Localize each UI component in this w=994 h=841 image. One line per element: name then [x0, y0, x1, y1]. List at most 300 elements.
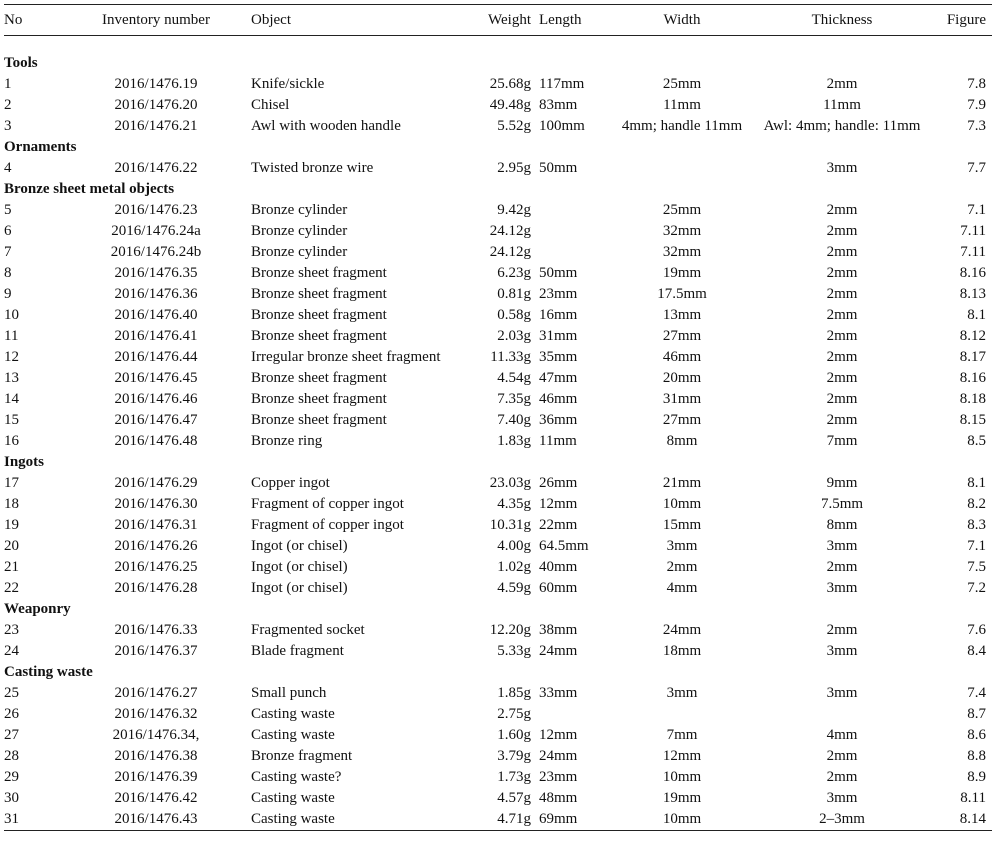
- cell-object: Casting waste: [251, 727, 335, 743]
- cell-figure: 8.16: [959, 265, 986, 281]
- table-row: [4, 557, 992, 578]
- cell-figure: 7.3: [967, 118, 986, 134]
- cell-object: Bronze sheet fragment: [251, 412, 387, 428]
- cell-no: 13: [4, 370, 19, 386]
- cell-length: 16mm: [539, 307, 578, 323]
- cell-width: 3mm: [666, 538, 698, 554]
- table-row: [4, 95, 992, 116]
- cell-figure: 7.5: [967, 559, 986, 575]
- cell-thickness: 3mm: [826, 580, 858, 596]
- cell-length: 100mm: [539, 118, 585, 134]
- cell-no: 18: [4, 496, 19, 512]
- cell-width: 10mm: [662, 769, 702, 785]
- cell-inventory-number: 2016/1476.19: [114, 76, 198, 92]
- cell-weight: 7.35g: [497, 391, 531, 407]
- cell-thickness: 4mm: [826, 727, 858, 743]
- cell-no: 19: [4, 517, 19, 533]
- cell-object: Casting waste: [251, 706, 335, 722]
- cell-no: 31: [4, 809, 66, 831]
- cell-weight: 49.48g: [489, 97, 531, 113]
- table-row: [4, 473, 992, 494]
- cell-inventory-number: 2016/1476.43: [66, 809, 246, 831]
- table-row: [4, 431, 992, 452]
- cell-figure: 8.14: [932, 809, 992, 831]
- cell-no: 17: [4, 475, 19, 491]
- cell-length: 48mm: [539, 790, 578, 806]
- section-title: Weaponry: [4, 601, 71, 617]
- header-object: Object: [246, 5, 472, 36]
- section-header-row: [4, 662, 992, 683]
- table-row: [4, 284, 992, 305]
- cell-figure: 8.17: [959, 349, 986, 365]
- cell-weight: 4.35g: [497, 496, 531, 512]
- cell-figure: 8.18: [959, 391, 986, 407]
- cell-thickness: 2mm: [826, 328, 858, 344]
- table-row: [4, 158, 992, 179]
- cell-no: 27: [4, 727, 19, 743]
- table-row: [4, 389, 992, 410]
- cell-figure: 8.9: [967, 769, 986, 785]
- cell-inventory-number: 2016/1476.38: [114, 748, 198, 764]
- cell-figure: 7.8: [967, 76, 986, 92]
- cell-thickness: 2mm: [826, 307, 858, 323]
- cell-length: 23mm: [539, 286, 578, 302]
- cell-inventory-number: 2016/1476.20: [114, 97, 198, 113]
- cell-width: 25mm: [662, 202, 702, 218]
- cell-weight: 2.75g: [497, 706, 531, 722]
- cell-object: Bronze sheet fragment: [251, 307, 387, 323]
- cell-inventory-number: 2016/1476.21: [114, 118, 198, 134]
- cell-figure: 8.2: [967, 496, 986, 512]
- cell-figure: 8.11: [960, 790, 986, 806]
- cell-inventory-number: 2016/1476.29: [114, 475, 198, 491]
- cell-thickness: 3mm: [826, 643, 858, 659]
- cell-weight: 0.81g: [497, 286, 531, 302]
- cell-no: 3: [4, 118, 12, 134]
- cell-length: 31mm: [539, 328, 578, 344]
- table-row: [4, 620, 992, 641]
- cell-length: 47mm: [539, 370, 578, 386]
- cell-object: Awl with wooden handle: [251, 118, 401, 134]
- cell-figure: 8.1: [967, 475, 986, 491]
- cell-no: 5: [4, 202, 12, 218]
- table-row: [4, 788, 992, 809]
- section-title: Tools: [4, 55, 38, 71]
- cell-length: 83mm: [539, 97, 578, 113]
- cell-weight: 1.73g: [497, 769, 531, 785]
- section-header-row: [4, 179, 992, 200]
- cell-inventory-number: 2016/1476.31: [114, 517, 198, 533]
- cell-object: Bronze cylinder: [251, 223, 348, 239]
- section-header-row: [4, 599, 992, 620]
- cell-weight: 6.23g: [497, 265, 531, 281]
- cell-width: 2mm: [666, 559, 698, 575]
- cell-weight: 11.33g: [490, 349, 531, 365]
- cell-no: 14: [4, 391, 19, 407]
- cell-width: 27mm: [662, 412, 702, 428]
- cell-thickness: 2mm: [826, 559, 858, 575]
- cell-width: 7mm: [666, 727, 698, 743]
- table-row: [4, 200, 992, 221]
- cell-width: [612, 704, 752, 725]
- cell-object: Twisted bronze wire: [251, 160, 374, 176]
- cell-no: 24: [4, 643, 19, 659]
- cell-object: Casting waste: [246, 809, 472, 831]
- cell-weight: 24.12g: [489, 244, 531, 260]
- cell-weight: 23.03g: [489, 475, 531, 491]
- cell-figure: 7.9: [967, 97, 986, 113]
- table-row: [4, 494, 992, 515]
- cell-weight: 2.03g: [497, 328, 531, 344]
- cell-width: 24mm: [662, 622, 702, 638]
- cell-object: Irregular bronze sheet fragment: [251, 349, 441, 365]
- cell-length: 50mm: [539, 160, 578, 176]
- cell-no: 10: [4, 307, 19, 323]
- cell-no: 6: [4, 223, 12, 239]
- cell-thickness: [752, 704, 932, 725]
- cell-weight: 10.31g: [489, 517, 531, 533]
- table-row: [4, 725, 992, 746]
- table-row: [4, 515, 992, 536]
- cell-object: Ingot (or chisel): [251, 538, 348, 554]
- cell-thickness: 3mm: [826, 160, 858, 176]
- cell-thickness: 2mm: [826, 223, 858, 239]
- cell-weight: 1.85g: [497, 685, 531, 701]
- cell-length: 23mm: [539, 769, 578, 785]
- cell-thickness: 9mm: [826, 475, 858, 491]
- table-row: [4, 410, 992, 431]
- cell-width: 15mm: [662, 517, 702, 533]
- cell-thickness: 2mm: [826, 391, 858, 407]
- cell-length: 24mm: [539, 643, 578, 659]
- cell-inventory-number: 2016/1476.30: [114, 496, 198, 512]
- cell-width: 32mm: [662, 223, 702, 239]
- cell-inventory-number: 2016/1476.33: [114, 622, 198, 638]
- cell-object: Bronze fragment: [251, 748, 353, 764]
- spacer-row: [4, 36, 992, 54]
- cell-thickness: 7mm: [826, 433, 858, 449]
- cell-inventory-number: 2016/1476.25: [114, 559, 198, 575]
- cell-thickness: 2mm: [826, 769, 858, 785]
- table-header: [4, 5, 992, 36]
- cell-no: 2: [4, 97, 12, 113]
- cell-inventory-number: 2016/1476.39: [114, 769, 198, 785]
- cell-no: 4: [4, 160, 12, 176]
- header-figure: Figure: [932, 5, 992, 36]
- cell-weight: 4.54g: [497, 370, 531, 386]
- cell-length: [534, 242, 612, 263]
- section-header-row: [4, 137, 992, 158]
- cell-length: 64.5mm: [539, 538, 589, 554]
- spacer-cell: [4, 36, 992, 54]
- section-title: Bronze sheet metal objects: [4, 181, 175, 197]
- cell-length: 26mm: [539, 475, 578, 491]
- cell-thickness: 3mm: [826, 685, 858, 701]
- cell-length: 117mm: [539, 76, 585, 92]
- cell-object: Small punch: [251, 685, 327, 701]
- cell-width: 25mm: [662, 76, 702, 92]
- cell-inventory-number: 2016/1476.28: [114, 580, 198, 596]
- cell-length: 33mm: [539, 685, 578, 701]
- cell-length: [534, 221, 612, 242]
- cell-width: 8mm: [666, 433, 698, 449]
- table-row: [4, 242, 992, 263]
- cell-object: Copper ingot: [251, 475, 330, 491]
- cell-no: 11: [4, 328, 19, 344]
- cell-figure: 8.1: [967, 307, 986, 323]
- cell-inventory-number: 2016/1476.32: [114, 706, 198, 722]
- cell-width: [612, 158, 752, 179]
- cell-length: [534, 200, 612, 221]
- cell-thickness: 11mm: [823, 97, 861, 113]
- cell-figure: 8.4: [967, 643, 986, 659]
- cell-object: Bronze sheet fragment: [251, 265, 387, 281]
- table-row: [4, 683, 992, 704]
- cell-thickness: 2mm: [826, 265, 858, 281]
- cell-figure: 7.1: [967, 202, 986, 218]
- cell-length: 22mm: [539, 517, 578, 533]
- cell-width: 11mm: [663, 97, 701, 113]
- cell-weight: 3.79g: [497, 748, 531, 764]
- cell-no: 7: [4, 244, 12, 260]
- cell-figure: 8.8: [967, 748, 986, 764]
- cell-no: 1: [4, 76, 12, 92]
- inventory-document: [4, 4, 992, 831]
- header-weight: Weight: [472, 5, 534, 36]
- table-body: [4, 36, 992, 831]
- cell-weight: 25.68g: [489, 76, 531, 92]
- cell-no: 28: [4, 748, 19, 764]
- cell-thickness: Awl: 4mm; handle: 11mm: [763, 118, 921, 134]
- cell-weight: 1.83g: [497, 433, 531, 449]
- cell-weight: 1.60g: [497, 727, 531, 743]
- table-row: [4, 368, 992, 389]
- cell-weight: 4.00g: [497, 538, 531, 554]
- section-title: Casting waste: [4, 664, 93, 680]
- cell-figure: 8.13: [959, 286, 986, 302]
- cell-figure: 8.15: [959, 412, 986, 428]
- cell-thickness: 2mm: [826, 202, 858, 218]
- cell-width: 3mm: [666, 685, 698, 701]
- cell-thickness: 2mm: [826, 622, 858, 638]
- cell-object: Blade fragment: [251, 643, 344, 659]
- cell-length: 69mm: [534, 809, 612, 831]
- table-row: [4, 74, 992, 95]
- cell-width: 27mm: [662, 328, 702, 344]
- cell-inventory-number: 2016/1476.44: [114, 349, 198, 365]
- header-no: No: [4, 5, 66, 36]
- cell-inventory-number: 2016/1476.35: [114, 265, 198, 281]
- cell-length: 24mm: [539, 748, 578, 764]
- cell-width: 21mm: [662, 475, 702, 491]
- cell-object: Ingot (or chisel): [251, 559, 348, 575]
- cell-thickness: 2mm: [826, 370, 858, 386]
- cell-length: 40mm: [539, 559, 578, 575]
- cell-figure: 8.6: [967, 727, 986, 743]
- section-header-row: [4, 452, 992, 473]
- cell-figure: 7.11: [960, 223, 986, 239]
- cell-weight: 4.57g: [497, 790, 531, 806]
- cell-inventory-number: 2016/1476.24a: [111, 223, 201, 239]
- cell-inventory-number: 2016/1476.37: [114, 643, 198, 659]
- cell-object: Bronze sheet fragment: [251, 286, 387, 302]
- cell-thickness: 2–3mm: [752, 809, 932, 831]
- cell-weight: 7.40g: [497, 412, 531, 428]
- cell-weight: 24.12g: [489, 223, 531, 239]
- cell-inventory-number: 2016/1476.46: [114, 391, 198, 407]
- cell-no: 22: [4, 580, 19, 596]
- cell-no: 21: [4, 559, 19, 575]
- cell-object: Bronze ring: [251, 433, 323, 449]
- cell-weight: 9.42g: [497, 202, 531, 218]
- cell-thickness: 2mm: [826, 244, 858, 260]
- cell-width: 19mm: [662, 790, 702, 806]
- cell-figure: 7.11: [960, 244, 986, 260]
- cell-no: 29: [4, 769, 19, 785]
- cell-length: [534, 704, 612, 725]
- cell-length: 46mm: [539, 391, 578, 407]
- cell-no: 16: [4, 433, 19, 449]
- cell-no: 9: [4, 286, 12, 302]
- header-row: [4, 5, 992, 36]
- cell-inventory-number: 2016/1476.24b: [110, 244, 202, 260]
- cell-object: Chisel: [251, 97, 290, 113]
- cell-width: 31mm: [662, 391, 702, 407]
- cell-thickness: 2mm: [826, 76, 858, 92]
- cell-inventory-number: 2016/1476.45: [114, 370, 198, 386]
- cell-object: Knife/sickle: [251, 76, 325, 92]
- table-row: [4, 704, 992, 725]
- cell-figure: 7.7: [967, 160, 986, 176]
- cell-inventory-number: 2016/1476.48: [114, 433, 198, 449]
- cell-no: 30: [4, 790, 19, 806]
- cell-width: 20mm: [662, 370, 702, 386]
- cell-thickness: 2mm: [826, 349, 858, 365]
- cell-weight: 1.02g: [497, 559, 531, 575]
- cell-length: 11mm: [539, 433, 577, 449]
- cell-figure: 8.16: [959, 370, 986, 386]
- cell-figure: 8.5: [967, 433, 986, 449]
- cell-figure: 7.6: [967, 622, 986, 638]
- cell-no: 15: [4, 412, 19, 428]
- cell-inventory-number: 2016/1476.40: [114, 307, 198, 323]
- cell-width: 10mm: [612, 809, 752, 831]
- cell-width: 32mm: [662, 244, 702, 260]
- cell-weight: 12.20g: [489, 622, 531, 638]
- cell-weight: 5.33g: [497, 643, 531, 659]
- cell-weight: 0.58g: [497, 307, 531, 323]
- cell-weight: 4.59g: [497, 580, 531, 596]
- table-row: [4, 767, 992, 788]
- table-row: [4, 116, 992, 137]
- cell-inventory-number: 2016/1476.27: [114, 685, 198, 701]
- cell-inventory-number: 2016/1476.47: [114, 412, 198, 428]
- header-inventory: Inventory number: [66, 5, 246, 36]
- cell-length: 38mm: [539, 622, 578, 638]
- cell-no: 20: [4, 538, 19, 554]
- cell-no: 12: [4, 349, 19, 365]
- cell-weight: 2.95g: [497, 160, 531, 176]
- cell-no: 26: [4, 706, 19, 722]
- cell-object: Fragmented socket: [251, 622, 365, 638]
- cell-length: 12mm: [539, 727, 578, 743]
- table-row: [4, 536, 992, 557]
- cell-figure: 8.12: [959, 328, 986, 344]
- cell-object: Fragment of copper ingot: [251, 517, 404, 533]
- table-row: [4, 263, 992, 284]
- cell-object: Bronze sheet fragment: [251, 328, 387, 344]
- cell-object: Fragment of copper ingot: [251, 496, 404, 512]
- cell-figure: 7.2: [967, 580, 986, 596]
- table-row: [4, 578, 992, 599]
- table-row: [4, 746, 992, 767]
- cell-no: 23: [4, 622, 19, 638]
- cell-width: 4mm; handle 11mm: [621, 118, 743, 134]
- cell-length: 12mm: [539, 496, 578, 512]
- cell-object: Ingot (or chisel): [251, 580, 348, 596]
- section-title: Ingots: [4, 454, 45, 470]
- cell-figure: 7.4: [967, 685, 986, 701]
- table-row: [4, 326, 992, 347]
- cell-no: 25: [4, 685, 19, 701]
- cell-thickness: 2mm: [826, 286, 858, 302]
- inventory-table: [4, 4, 992, 831]
- cell-thickness: 7.5mm: [820, 496, 864, 512]
- cell-thickness: 2mm: [826, 748, 858, 764]
- cell-weight: 4.71g: [472, 809, 534, 831]
- cell-object: Bronze sheet fragment: [251, 370, 387, 386]
- cell-width: 13mm: [662, 307, 702, 323]
- cell-figure: 8.3: [967, 517, 986, 533]
- cell-inventory-number: 2016/1476.41: [114, 328, 198, 344]
- cell-figure: 7.1: [967, 538, 986, 554]
- header-thickness: Thickness: [752, 5, 932, 36]
- cell-inventory-number: 2016/1476.42: [114, 790, 198, 806]
- cell-width: 4mm: [666, 580, 698, 596]
- cell-thickness: 8mm: [826, 517, 858, 533]
- cell-thickness: 3mm: [826, 790, 858, 806]
- cell-no: 8: [4, 265, 12, 281]
- cell-inventory-number: 2016/1476.22: [114, 160, 198, 176]
- table-row: [4, 809, 992, 831]
- section-title: Ornaments: [4, 139, 77, 155]
- cell-inventory-number: 2016/1476.23: [114, 202, 198, 218]
- cell-thickness: 3mm: [826, 538, 858, 554]
- cell-length: 50mm: [539, 265, 578, 281]
- header-length: Length: [534, 5, 612, 36]
- cell-width: 10mm: [662, 496, 702, 512]
- cell-width: 19mm: [662, 265, 702, 281]
- table-row: [4, 347, 992, 368]
- cell-object: Bronze sheet fragment: [251, 391, 387, 407]
- cell-width: 17.5mm: [657, 286, 707, 302]
- cell-length: 35mm: [539, 349, 578, 365]
- table-row: [4, 305, 992, 326]
- cell-thickness: 2mm: [826, 412, 858, 428]
- cell-inventory-number: 2016/1476.34,: [112, 727, 200, 743]
- cell-length: 60mm: [539, 580, 578, 596]
- cell-width: 18mm: [662, 643, 702, 659]
- cell-object: Bronze cylinder: [251, 202, 348, 218]
- cell-figure: 8.7: [967, 706, 986, 722]
- cell-object: Bronze cylinder: [251, 244, 348, 260]
- table-row: [4, 641, 992, 662]
- cell-inventory-number: 2016/1476.36: [114, 286, 198, 302]
- cell-inventory-number: 2016/1476.26: [114, 538, 198, 554]
- cell-length: 36mm: [539, 412, 578, 428]
- cell-object: Casting waste?: [251, 769, 342, 785]
- cell-width: 12mm: [662, 748, 702, 764]
